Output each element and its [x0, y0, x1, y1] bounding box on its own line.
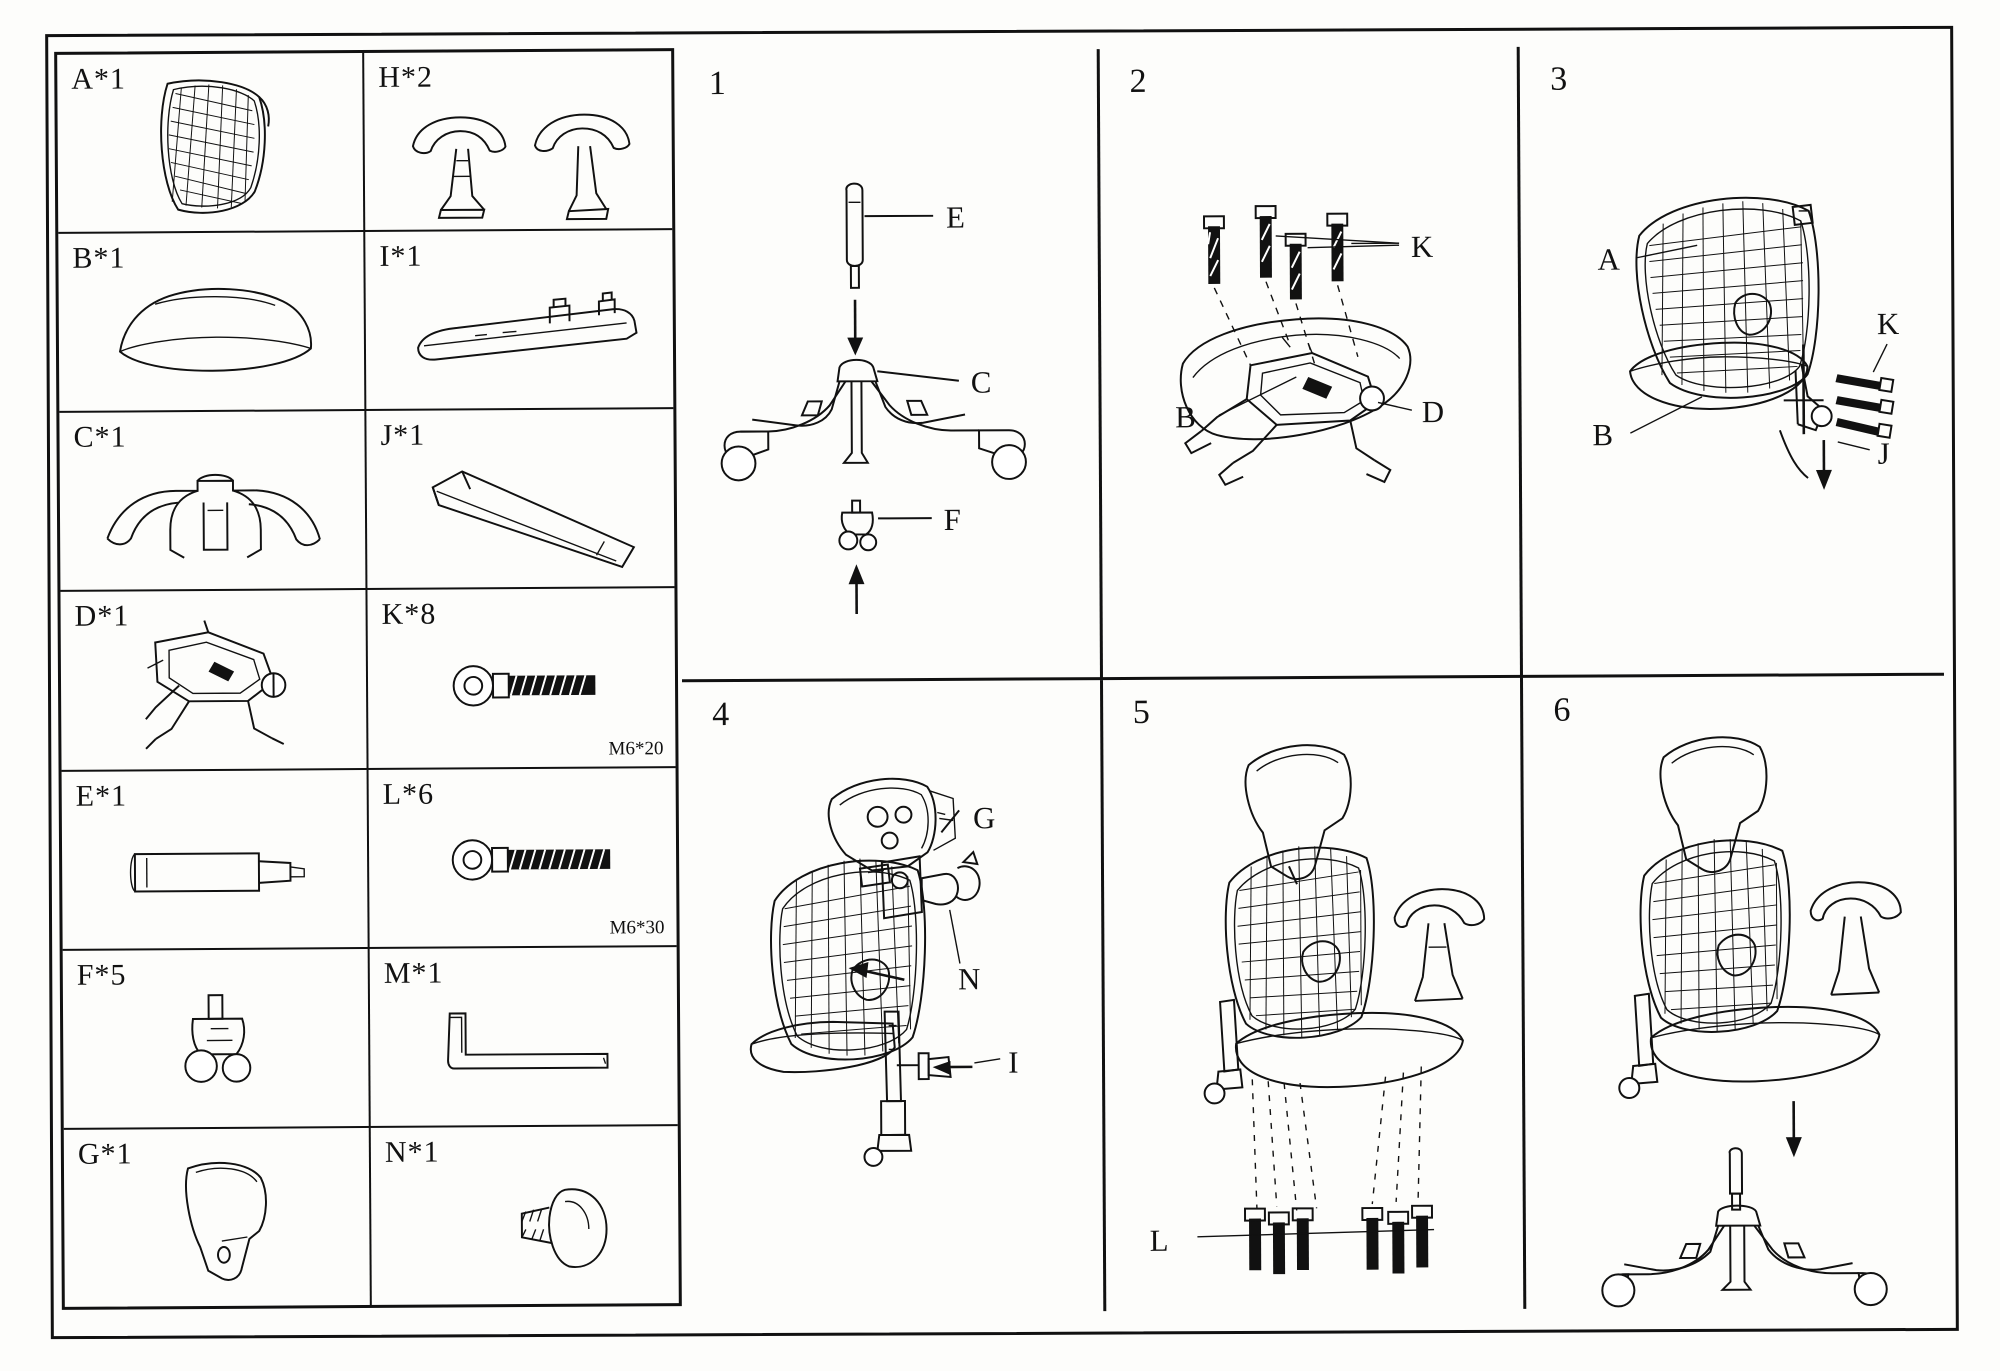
part-spec: M6*30 — [609, 916, 665, 939]
callout-e: E — [945, 200, 966, 235]
part-cell-j — [366, 409, 674, 588]
part-label: J*1 — [380, 418, 426, 453]
part-cell-k — [367, 589, 675, 768]
part-cell-g — [64, 1128, 372, 1307]
part-label: L*6 — [382, 777, 435, 811]
callout-j: J — [1877, 435, 1891, 471]
part-cell-a — [57, 53, 365, 232]
step-number: 3 — [1550, 60, 1568, 98]
callout-c: C — [970, 365, 992, 400]
part-cell-n — [371, 1126, 679, 1305]
part-cell-h — [364, 51, 672, 230]
parts-row — [60, 589, 675, 772]
step-6-diagram — [1523, 676, 1947, 1309]
parts-row — [57, 51, 672, 234]
step-3-diagram — [1520, 45, 1944, 675]
part-label: I*1 — [379, 239, 423, 274]
part-cell-c — [59, 411, 367, 590]
part-label: F*5 — [76, 958, 127, 992]
parts-row — [62, 768, 677, 951]
part-label: A*1 — [71, 62, 127, 96]
step-3 — [1520, 45, 1944, 678]
part-label: H*2 — [378, 60, 434, 94]
part-cell-e — [62, 770, 370, 949]
parts-row — [59, 409, 674, 592]
part-label: E*1 — [75, 779, 128, 813]
step-1 — [679, 49, 1103, 682]
callout-n: N — [957, 962, 981, 997]
part-label: N*1 — [384, 1135, 440, 1169]
callout-b: B — [1592, 417, 1614, 453]
step-number: 4 — [712, 696, 730, 734]
part-label: D*1 — [74, 599, 130, 634]
part-cell-m — [370, 947, 678, 1126]
assembly-steps-grid — [679, 45, 1948, 1314]
callout-k: K — [1410, 229, 1434, 265]
part-cell-f — [63, 949, 371, 1128]
parts-list-table — [54, 48, 682, 1310]
step-1-diagram — [679, 49, 1100, 679]
parts-row — [64, 1126, 679, 1307]
step-2 — [1099, 47, 1523, 680]
step-6 — [1523, 676, 1947, 1309]
part-label: C*1 — [73, 420, 127, 455]
parts-row — [63, 947, 678, 1130]
part-cell-d — [60, 590, 368, 769]
part-spec: M6*20 — [608, 737, 664, 760]
callout-a: A — [1597, 241, 1621, 277]
step-number: 1 — [708, 65, 726, 103]
callout-k: K — [1877, 306, 1900, 342]
step-5-diagram — [1103, 678, 1524, 1311]
step-4 — [682, 680, 1106, 1313]
part-label: G*1 — [77, 1137, 133, 1171]
part-label: M*1 — [383, 956, 444, 990]
part-cell-l — [369, 768, 677, 947]
callout-b: B — [1174, 400, 1196, 435]
part-cell-i — [365, 230, 673, 409]
step-4-diagram — [682, 680, 1103, 1313]
callout-f: F — [943, 502, 961, 537]
step-number: 2 — [1129, 62, 1147, 100]
step-2-diagram — [1099, 47, 1520, 677]
step-5 — [1103, 678, 1527, 1311]
part-label: B*1 — [72, 241, 126, 275]
part-label: K*8 — [381, 598, 437, 632]
callout-i: I — [1008, 1045, 1019, 1080]
callout-l: L — [1149, 1223, 1169, 1258]
part-cell-b — [58, 232, 366, 411]
callout-d: D — [1421, 394, 1444, 430]
callout-g: G — [973, 801, 996, 836]
step-number: 5 — [1132, 693, 1150, 731]
step-number: 6 — [1553, 691, 1571, 729]
parts-row — [58, 230, 673, 413]
